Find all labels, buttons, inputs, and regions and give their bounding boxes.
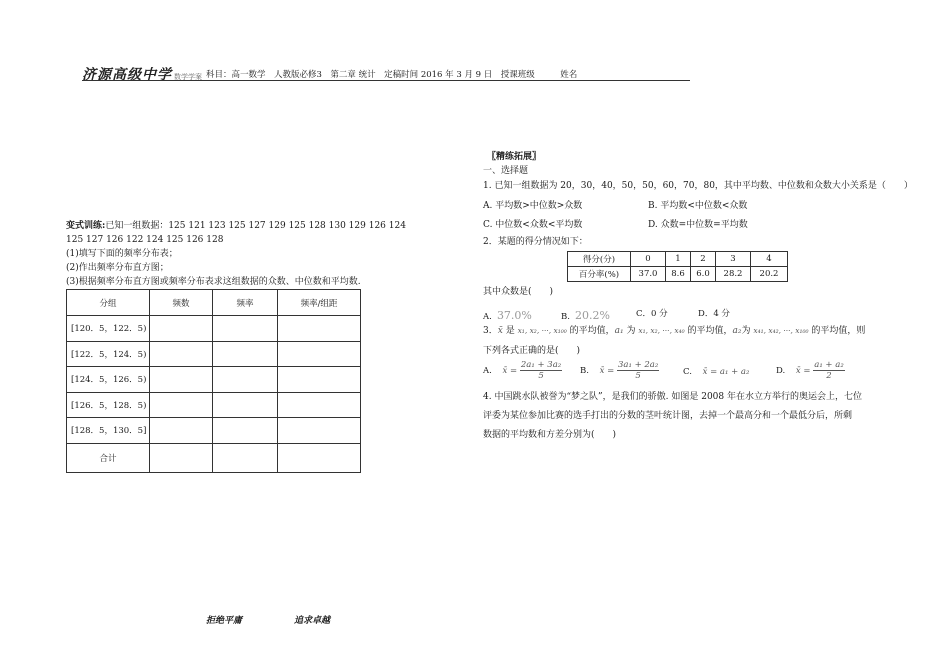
score-cell: 3	[716, 252, 751, 267]
score-cell: 0	[631, 252, 666, 267]
score-cell: 4	[751, 252, 788, 267]
q2-option-b[interactable]	[561, 304, 610, 323]
percent-cell: 6.0	[691, 267, 716, 282]
frequency-cell[interactable]	[213, 367, 278, 393]
q3-option-c[interactable]	[683, 367, 749, 377]
q3-text: 是	[505, 326, 515, 336]
q3-option-b-fraction	[617, 360, 659, 381]
score-table	[567, 251, 788, 282]
q3-option-a-label: A.	[483, 366, 492, 376]
school-logo-sub: 数学学案	[174, 73, 202, 81]
q1-option-c[interactable]: C. 中位数<众数<平均数	[483, 220, 583, 230]
frequency-cell[interactable]	[213, 392, 278, 418]
table-header: 频率	[213, 290, 278, 316]
q3-number: 3．	[483, 326, 498, 336]
q3-option-a[interactable]	[483, 360, 562, 381]
total-frequency-cell[interactable]	[213, 443, 278, 472]
footer-motto-right: 追求卓越	[294, 616, 331, 626]
q1-stem: 1. 已知一组数据为 20，30，40，50，50，60，70，80，其中平均数、中位数和众数大小关系是（ ）	[483, 181, 913, 191]
q3-option-b-lhs: x̄ =	[599, 366, 615, 376]
q3-option-b-label: B.	[580, 366, 589, 376]
footer-motto-left: 拒绝平庸	[206, 616, 243, 626]
density-cell[interactable]	[278, 392, 361, 418]
group-cell: [124．5，126．5)	[67, 367, 150, 393]
q3-text: 为	[626, 326, 636, 336]
q3-text: 的平均值，	[569, 326, 615, 336]
fraction-numerator: a₁ + a₂	[814, 360, 844, 370]
frequency-count-cell[interactable]	[150, 418, 213, 444]
q3-option-a-fraction	[520, 360, 562, 381]
table-row	[67, 418, 361, 444]
x-bar-symbol: x̄	[497, 326, 503, 336]
total-density-cell[interactable]	[278, 443, 361, 472]
section-subtitle: 一、选择题	[483, 166, 529, 176]
q3-text: 的平均值，则	[811, 326, 866, 336]
density-cell[interactable]	[278, 418, 361, 444]
q2-stem: 2．某题的得分情况如下：	[483, 237, 588, 247]
q2-option-b-label: B.	[561, 312, 570, 322]
table-row	[67, 316, 361, 342]
section-title: 〖精练拓展〗	[487, 152, 542, 162]
total-count-cell[interactable]	[150, 443, 213, 472]
frequency-count-cell[interactable]	[150, 316, 213, 342]
q3-option-c-expr: x̄ = a₁ + a₂	[702, 367, 750, 377]
exercise-item-1: (1)填写下面的频率分布表；	[66, 249, 178, 259]
q3-text: 的平均值，	[687, 326, 733, 336]
q2-option-b-value: 20.2%	[575, 309, 610, 322]
q3-option-d-label: D.	[776, 366, 786, 376]
percent-row	[568, 267, 788, 282]
header-divider	[82, 80, 690, 81]
total-label-cell: 合计	[67, 443, 150, 472]
group-cell: [122．5，124．5)	[67, 341, 150, 367]
q2-option-a-value: 37.0%	[496, 309, 532, 322]
q3-sequence-2: x₁, x₂, ···, x₄₀	[638, 326, 685, 335]
score-cell: 得分(分)	[568, 252, 631, 267]
score-cell: 1	[666, 252, 691, 267]
q3-sequence-1: x₁, x₂, ···, x₁₀₀	[517, 326, 567, 335]
exercise-label: 变式训练:	[66, 221, 106, 231]
q4-line-2: 评委为某位参加比赛的选手打出的分数的茎叶统计图，去掉一个最高分和一个最低分后，所剩	[483, 411, 853, 421]
school-logo: 济源高级中学 数学学案	[82, 67, 202, 83]
q3-option-d[interactable]	[776, 360, 845, 381]
density-cell[interactable]	[278, 367, 361, 393]
exercise-line-1	[66, 220, 406, 232]
q3-option-d-fraction	[813, 360, 844, 381]
fraction-denominator: 5	[635, 371, 641, 381]
frequency-count-cell[interactable]	[150, 367, 213, 393]
table-header: 分组	[67, 290, 150, 316]
group-cell: [120．5，122．5)	[67, 316, 150, 342]
a1-symbol: a₁	[614, 326, 624, 336]
fraction-denominator: 5	[538, 371, 544, 381]
q3-sequence-3: x₄₁, x₄₂, ···, x₁₀₀	[753, 326, 809, 335]
q3-ask: 下列各式正确的是( )	[483, 346, 581, 356]
q2-option-d[interactable]: D．4 分	[698, 309, 730, 319]
exercise-item-3: (3)根据频率分布直方图或频率分布表求这组数据的众数、中位数和平均数.	[66, 277, 361, 287]
header-info: 科目：高一数学 人教版必修3 第二章 统计 定稿时间 2016 年 3 月 9 日 授课班级 姓名	[206, 70, 578, 80]
fraction-numerator: 2a₁ + 3a₂	[520, 360, 562, 370]
score-row	[568, 252, 788, 267]
q1-option-a[interactable]: A. 平均数>中位数>众数	[483, 201, 583, 211]
percent-cell: 20.2	[751, 267, 788, 282]
exercise-item-2: (2)作出频率分布直方图；	[66, 263, 169, 273]
fraction-numerator: 3a₁ + 2a₂	[617, 360, 659, 370]
q3-text: 为	[741, 326, 751, 336]
exercise-data-1: 已知一组数据：125 121 123 125 127 129 125 128 130 129 126 124	[105, 221, 406, 231]
table-total-row	[67, 443, 361, 472]
table-row	[67, 392, 361, 418]
q4-line-3: 数据的平均数和方差分别为( )	[483, 430, 617, 440]
table-header-row	[67, 290, 361, 316]
score-cell: 2	[691, 252, 716, 267]
q3-option-d-lhs: x̄ =	[795, 366, 811, 376]
density-cell[interactable]	[278, 316, 361, 342]
q3-stem	[483, 325, 865, 337]
a2-symbol: a₂	[732, 326, 742, 336]
group-cell: [126．5，128．5)	[67, 392, 150, 418]
density-cell[interactable]	[278, 341, 361, 367]
table-header: 频数	[150, 290, 213, 316]
frequency-count-cell[interactable]	[150, 341, 213, 367]
q1-option-d[interactable]: D. 众数=中位数=平均数	[648, 220, 748, 230]
q3-option-b[interactable]	[580, 360, 659, 381]
frequency-cell[interactable]	[213, 418, 278, 444]
frequency-cell[interactable]	[213, 341, 278, 367]
fraction-denominator: 2	[826, 371, 832, 381]
q4-line-1: 4. 中国跳水队被誉为“梦之队”，是我们的骄傲. 如图是 2008 年在水立方举行的奥运会上，七位	[483, 392, 862, 402]
q3-option-c-label: C.	[683, 367, 692, 377]
q3-option-a-lhs: x̄ =	[502, 366, 518, 376]
percent-cell: 百分率(%)	[568, 267, 631, 282]
frequency-count-cell[interactable]	[150, 392, 213, 418]
frequency-table	[66, 289, 361, 473]
group-cell: [128．5，130．5]	[67, 418, 150, 444]
q1-option-b[interactable]: B. 平均数<中位数<众数	[648, 201, 748, 211]
q2-option-c[interactable]: C．0 分	[636, 309, 668, 319]
percent-cell: 8.6	[666, 267, 691, 282]
percent-cell: 37.0	[631, 267, 666, 282]
percent-cell: 28.2	[716, 267, 751, 282]
frequency-cell[interactable]	[213, 316, 278, 342]
q2-ask: 其中众数是( )	[483, 287, 554, 297]
table-row	[67, 367, 361, 393]
exercise-data-2: 125 127 126 122 124 125 126 128	[66, 235, 224, 245]
q2-option-a[interactable]	[483, 304, 532, 323]
q2-option-a-label: A.	[483, 312, 492, 322]
table-row	[67, 341, 361, 367]
table-header: 频率/组距	[278, 290, 361, 316]
